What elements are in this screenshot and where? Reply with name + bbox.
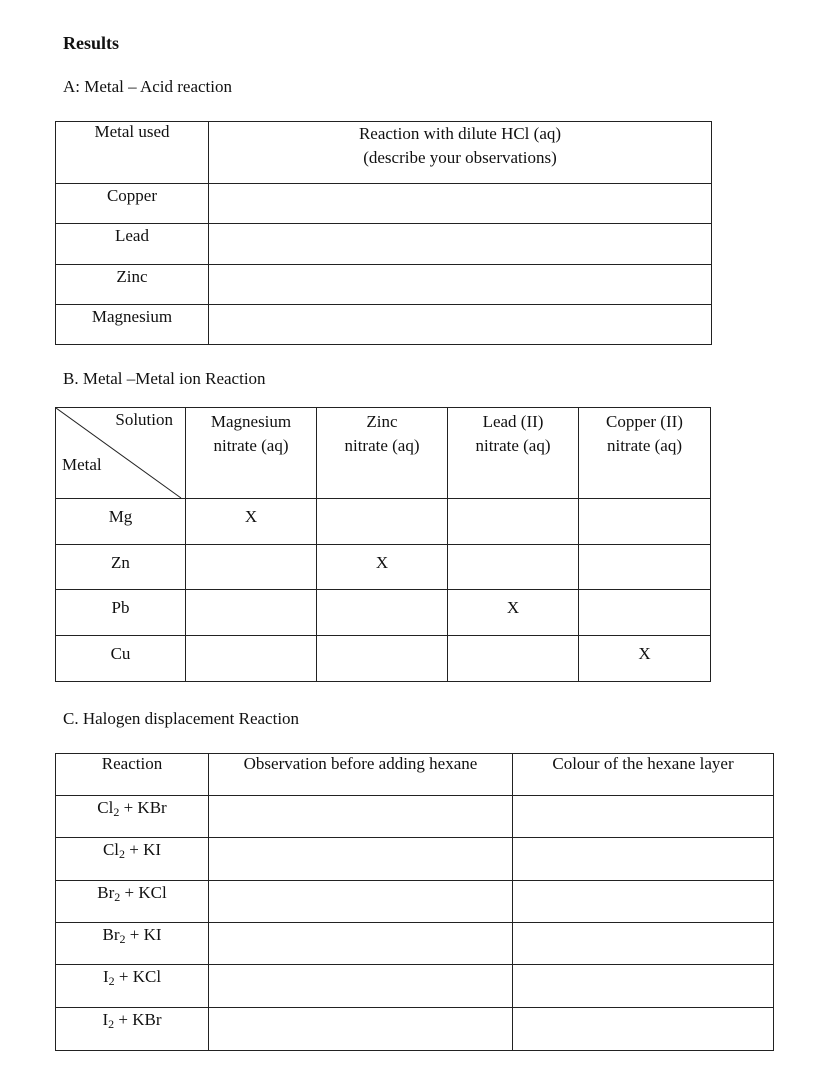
header-reaction-line1: Reaction with dilute HCl (aq) — [358, 124, 562, 143]
observation-cell-br2-kcl[interactable] — [209, 881, 513, 923]
colour-cell-i2-kcl[interactable] — [513, 965, 774, 1008]
cell-mg-cu[interactable] — [579, 499, 711, 545]
cell-cu-cu: X — [579, 636, 711, 682]
cell-pb-pb: X — [448, 590, 579, 636]
header-reaction: Reaction — [56, 754, 209, 796]
row-metal-cu: Cu — [56, 636, 186, 682]
section-b-title: B. Metal –Metal ion Reaction — [63, 369, 266, 388]
row-metal-copper: Copper — [56, 184, 209, 224]
col-header-line1: Copper (II) — [606, 412, 683, 431]
cell-pb-cu[interactable] — [579, 590, 711, 636]
salt-label: + KCl — [114, 967, 162, 986]
row-metal-mg: Mg — [56, 499, 186, 545]
cell-mg-pb[interactable] — [448, 499, 579, 545]
salt-label: + KCl — [120, 883, 167, 902]
halogen-subscript: 2 — [108, 1017, 115, 1031]
reaction-cl2-kbr — [56, 796, 209, 838]
results-heading: Results — [63, 33, 120, 53]
halogen-subscript: 2 — [119, 932, 126, 946]
col-header-line1: Magnesium — [210, 412, 292, 431]
col-header-line1: Lead (II) — [482, 412, 544, 431]
salt-label: + KBr — [119, 798, 167, 817]
col-header-line1: Zinc — [366, 412, 398, 431]
cell-cu-zn[interactable] — [317, 636, 448, 682]
colour-cell-br2-kcl[interactable] — [513, 881, 774, 923]
halogen-subscript: 2 — [119, 847, 126, 861]
halogen-symbol: Cl — [97, 798, 114, 817]
reaction-br2-ki — [56, 923, 209, 965]
row-metal-zn: Zn — [56, 545, 186, 590]
halogen-subscript: 2 — [108, 974, 115, 988]
salt-label: + KBr — [114, 1010, 162, 1029]
halogen-symbol: Br — [97, 883, 115, 902]
row-metal-lead: Lead — [56, 224, 209, 265]
reaction-i2-kbr — [56, 1008, 209, 1051]
reaction-cl2-ki — [56, 838, 209, 881]
observation-cell-br2-ki[interactable] — [209, 923, 513, 965]
cell-zn-mg[interactable] — [186, 545, 317, 590]
corner-solution-label: Solution — [115, 410, 173, 429]
metal-ion-table — [55, 407, 711, 682]
row-metal-magnesium: Magnesium — [56, 305, 209, 345]
cell-zn-pb[interactable] — [448, 545, 579, 590]
cell-mg-zn[interactable] — [317, 499, 448, 545]
salt-label: + KI — [125, 925, 162, 944]
halogen-symbol: I — [102, 1010, 109, 1029]
header-observation: Observation before adding hexane — [209, 754, 513, 796]
observation-cell-zinc[interactable] — [209, 265, 712, 305]
halogen-symbol: I — [102, 967, 109, 986]
col-header-line2: nitrate (aq) — [475, 436, 551, 455]
cell-mg-mg: X — [186, 499, 317, 545]
observation-cell-cl2-ki[interactable] — [209, 838, 513, 881]
observation-cell-cl2-kbr[interactable] — [209, 796, 513, 838]
header-hexane-colour: Colour of the hexane layer — [513, 754, 774, 796]
cell-cu-pb[interactable] — [448, 636, 579, 682]
cell-zn-zn: X — [317, 545, 448, 590]
colour-cell-cl2-kbr[interactable] — [513, 796, 774, 838]
halogen-symbol: Br — [102, 925, 120, 944]
header-metal-used: Metal used — [56, 122, 209, 184]
col-header-magnesium-nitrate — [186, 408, 317, 499]
col-header-lead-nitrate — [448, 408, 579, 499]
corner-metal-label: Metal — [62, 455, 102, 474]
colour-cell-cl2-ki[interactable] — [513, 838, 774, 881]
observation-cell-lead[interactable] — [209, 224, 712, 265]
row-metal-zinc: Zinc — [56, 265, 209, 305]
section-a-title: A: Metal – Acid reaction — [63, 77, 233, 96]
row-metal-pb: Pb — [56, 590, 186, 636]
col-header-copper-nitrate — [579, 408, 711, 499]
col-header-line2: nitrate (aq) — [606, 436, 683, 455]
header-reaction-hcl — [209, 122, 712, 184]
header-reaction-line2: (describe your observations) — [363, 148, 557, 167]
colour-cell-i2-kbr[interactable] — [513, 1008, 774, 1051]
halogen-subscript: 2 — [113, 805, 120, 819]
col-header-line2: nitrate (aq) — [344, 436, 420, 455]
cell-pb-zn[interactable] — [317, 590, 448, 636]
colour-cell-br2-ki[interactable] — [513, 923, 774, 965]
col-header-line2: nitrate (aq) — [213, 436, 289, 455]
observation-cell-copper[interactable] — [209, 184, 712, 224]
cell-pb-mg[interactable] — [186, 590, 317, 636]
reaction-br2-kcl — [56, 881, 209, 923]
salt-label: + KI — [125, 840, 162, 859]
corner-header-cell — [56, 408, 186, 499]
cell-zn-cu[interactable] — [579, 545, 711, 590]
cell-cu-mg[interactable] — [186, 636, 317, 682]
metal-acid-table — [55, 121, 712, 345]
halogen-symbol: Cl — [102, 840, 120, 859]
observation-cell-magnesium[interactable] — [209, 305, 712, 345]
col-header-zinc-nitrate — [317, 408, 448, 499]
reaction-i2-kcl — [56, 965, 209, 1008]
halogen-table — [55, 753, 774, 1051]
section-c-title: C. Halogen displacement Reaction — [63, 709, 300, 728]
observation-cell-i2-kcl[interactable] — [209, 965, 513, 1008]
halogen-subscript: 2 — [114, 890, 121, 904]
observation-cell-i2-kbr[interactable] — [209, 1008, 513, 1051]
